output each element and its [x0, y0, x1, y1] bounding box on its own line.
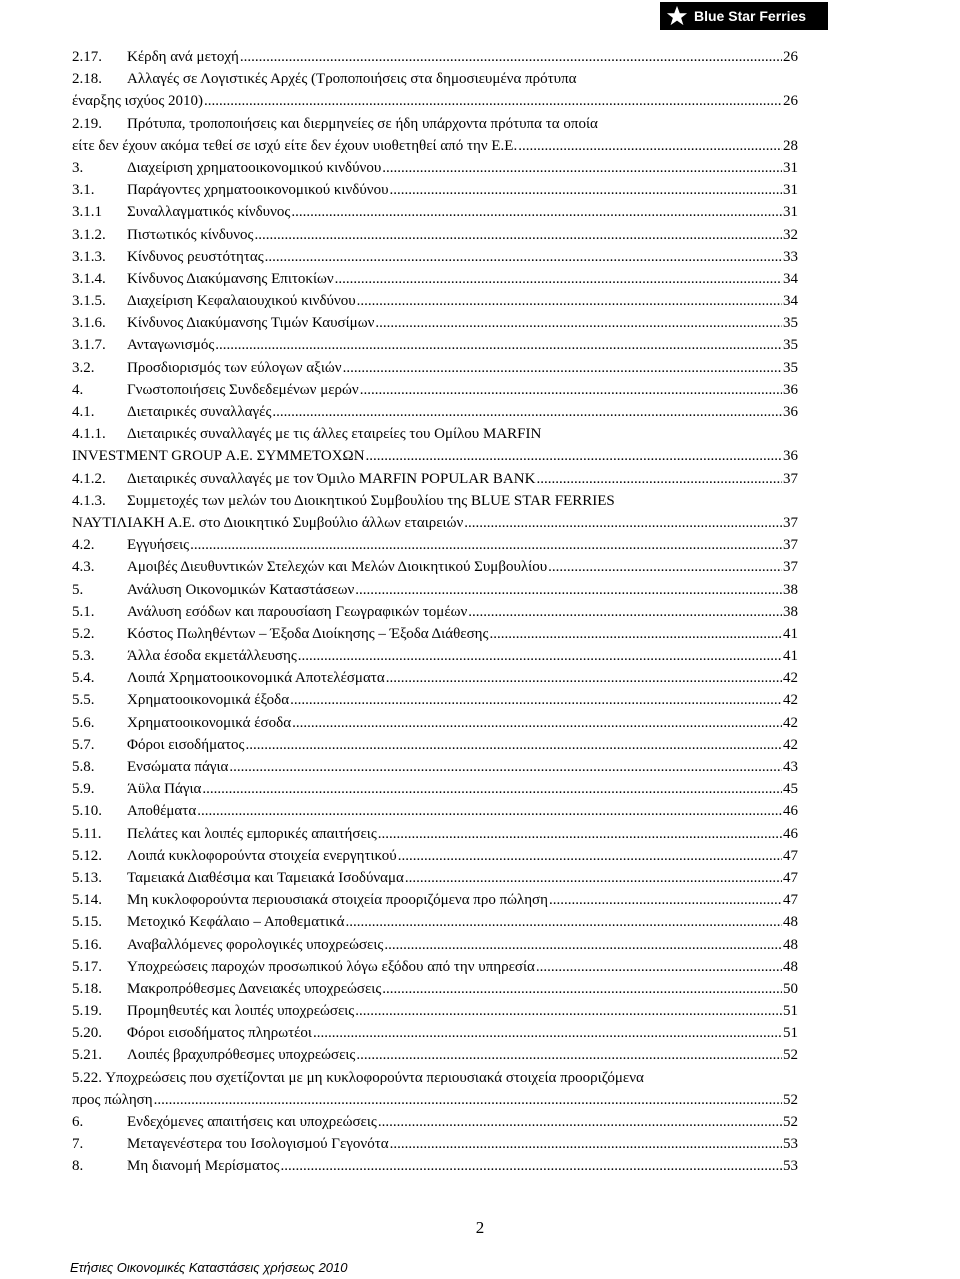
toc-entry-page: 35 — [783, 337, 798, 354]
toc-entry-title: Προμηθευτές και λοιπές υποχρεώσεις — [127, 1003, 355, 1020]
toc-entry-title: Μη κυκλοφορούντα περιουσιακά στοιχεία προοριζόμενα προ πώληση — [127, 892, 548, 909]
toc-entry-number: 5.14. — [72, 892, 102, 909]
toc-entry-title: Αποθέματα — [127, 803, 197, 820]
toc-entry-title: είτε δεν έχουν ακόμα τεθεί σε ισχύ είτε δεν έχουν υιοθετηθεί από την Ε.Ε. — [72, 137, 518, 154]
toc-entry-number: 4. — [72, 381, 84, 398]
toc-dot-leader — [518, 135, 782, 157]
toc-entry-page: 47 — [783, 847, 798, 864]
toc-entry-title: Εγγυήσεις — [127, 537, 190, 554]
toc-entry-title: Συναλλαγματικός κίνδυνος — [127, 204, 291, 221]
toc-dot-leader — [335, 268, 782, 290]
toc-entry[interactable] — [72, 911, 798, 933]
toc-entry[interactable] — [72, 978, 798, 1000]
toc-entry-title: Παράγοντες χρηματοοικονομικού κινδύνου — [127, 182, 389, 199]
toc-entry-title: έναρξης ισχύος 2010) — [72, 93, 204, 110]
toc-entry-title: Ενσώματα πάγια — [127, 759, 229, 775]
toc-entry[interactable] — [72, 1133, 798, 1155]
toc-entry-title: Πελάτες και λοιπές εμπορικές απαιτήσεις — [127, 825, 377, 842]
toc-entry-number: 5.5. — [72, 692, 95, 709]
toc-entry[interactable] — [72, 246, 798, 268]
toc-dot-leader — [240, 46, 782, 68]
toc-entry-number: 4.1.2. — [72, 470, 106, 487]
toc-entry[interactable] — [72, 823, 798, 845]
toc-entry[interactable] — [72, 113, 798, 135]
toc-dot-leader — [468, 601, 782, 623]
toc-dot-leader — [272, 401, 782, 423]
toc-entry-number: 5.18. — [72, 980, 102, 997]
toc-entry[interactable] — [72, 1067, 798, 1089]
toc-entry-title: Κίνδυνος Διακύμανσης Τιμών Καυσίμων — [127, 315, 375, 332]
toc-entry-title: Ανταγωνισμός — [127, 337, 215, 354]
toc-entry[interactable] — [72, 1155, 798, 1177]
toc-entry-title: Φόροι εισοδήματος — [127, 736, 245, 753]
toc-entry[interactable] — [72, 290, 798, 312]
toc-entry-number: 5.2. — [72, 625, 95, 642]
toc-entry-title: Λοιπά κυκλοφορούντα στοιχεία ενεργητικού — [127, 847, 397, 864]
toc-entry-number: 3.1.4. — [72, 270, 106, 287]
toc-entry-title: Κίνδυνος ρευστότητας — [127, 248, 264, 265]
toc-dot-leader — [382, 157, 782, 179]
toc-entry-number: 2.19. — [72, 115, 102, 132]
toc-entry-page: 46 — [783, 803, 798, 820]
toc-entry-number: 6. — [72, 1114, 84, 1130]
toc-entry[interactable] — [72, 46, 798, 68]
toc-entry[interactable] — [72, 334, 798, 356]
toc-entry-title: Διεταιρικές συναλλαγές με τον Όμιλο MARFIN POPULAR BANK — [127, 470, 536, 487]
toc-entry-number: 5.10. — [72, 803, 102, 820]
toc-dot-leader — [375, 312, 782, 334]
toc-dot-leader — [360, 379, 782, 401]
toc-entry[interactable] — [72, 623, 798, 645]
toc-dot-leader — [245, 734, 782, 756]
toc-entry-page: 42 — [783, 736, 798, 753]
toc-entry[interactable] — [72, 800, 798, 822]
toc-entry-number: 3.1.2. — [72, 226, 106, 243]
toc-entry-title: Ταμειακά Διαθέσιμα και Ταμειακά Ισοδύναμα — [127, 869, 404, 886]
toc-entry[interactable] — [72, 1089, 798, 1111]
toc-entry-page: 28 — [783, 137, 798, 154]
toc-entry-number: 2.18. — [72, 71, 102, 88]
toc-entry-title: Προσδιορισμός των εύλογων αξιών — [127, 359, 342, 376]
toc-entry-number: 3.1.1 — [72, 204, 102, 221]
toc-entry-number: 3. — [72, 159, 84, 176]
toc-entry-page: 26 — [783, 49, 798, 65]
toc-entry[interactable] — [72, 756, 798, 778]
toc-dot-leader — [190, 534, 782, 556]
toc-entry[interactable] — [72, 645, 798, 667]
toc-dot-leader — [382, 978, 782, 1000]
toc-dot-leader — [254, 224, 782, 246]
toc-dot-leader — [489, 623, 782, 645]
blue-star-ferries-logo — [660, 2, 828, 30]
toc-dot-leader — [405, 867, 782, 889]
toc-entry-title: INVESTMENT GROUP Α.Ε. ΣΥΜΜΕΤΟΧΩΝ — [72, 448, 365, 465]
toc-entry-title: Άϋλα Πάγια — [127, 781, 202, 798]
toc-entry[interactable] — [72, 956, 798, 978]
toc-entry-number: 5.3. — [72, 648, 95, 665]
toc-entry-title: Αμοιβές Διευθυντικών Στελεχών και Μελών Διοικητικού Συμβουλίου — [127, 559, 548, 576]
toc-entry-page: 42 — [783, 670, 798, 687]
toc-entry-number: 7. — [72, 1136, 84, 1153]
toc-entry-page: 53 — [783, 1136, 798, 1153]
toc-entry-title: Υποχρεώσεις παροχών προσωπικού λόγω εξόδου από την υπηρεσία — [127, 958, 535, 975]
toc-entry-page: 51 — [783, 1003, 798, 1020]
toc-dot-leader — [464, 512, 782, 534]
toc-entry-page: 47 — [783, 869, 798, 886]
toc-entry-title: Διεταιρικές συναλλαγές με τις άλλες εταιρείες του Ομίλου MARFIN — [127, 426, 542, 443]
toc-entry-page: 48 — [783, 914, 798, 931]
toc-entry-title: Πρότυπα, τροποποιήσεις και διερμηνείες σε ήδη υπάρχοντα πρότυπα τα οποία — [127, 115, 598, 132]
toc-entry[interactable] — [72, 1044, 798, 1066]
toc-entry-number: 4.3. — [72, 559, 95, 576]
toc-entry-page: 41 — [783, 625, 798, 642]
toc-dot-leader — [280, 1155, 782, 1177]
toc-entry-number: 5.6. — [72, 714, 95, 731]
toc-entry[interactable] — [72, 1022, 798, 1044]
toc-entry[interactable] — [72, 778, 798, 800]
toc-entry[interactable] — [72, 934, 798, 956]
toc-dot-leader — [386, 667, 782, 689]
toc-entry-number: 3.2. — [72, 359, 95, 376]
logo-text: Blue Star Ferries — [694, 8, 807, 24]
toc-entry[interactable] — [72, 268, 798, 290]
toc-entry-title: Ενδεχόμενες απαιτήσεις και υποχρεώσεις — [127, 1114, 377, 1130]
toc-entry-number: 5.21. — [72, 1047, 102, 1064]
toc-entry-page: 52 — [783, 1091, 798, 1108]
toc-entry[interactable] — [72, 401, 798, 423]
toc-entry[interactable] — [72, 712, 798, 734]
toc-entry-number: 5.20. — [72, 1025, 102, 1042]
toc-entry[interactable] — [72, 201, 798, 223]
toc-entry[interactable] — [72, 312, 798, 334]
toc-entry-title: Μακροπρόθεσμες Δανειακές υποχρεώσεις — [127, 980, 382, 997]
toc-dot-leader — [390, 1133, 782, 1155]
toc-dot-leader — [345, 911, 782, 933]
toc-entry-page: 46 — [783, 825, 798, 842]
toc-entry-title: Μη διανομή Μερίσματος — [127, 1158, 280, 1175]
toc-entry-page: 31 — [783, 159, 798, 176]
toc-entry-number: 5.13. — [72, 869, 102, 886]
toc-entry-number: 5. — [72, 581, 84, 598]
toc-entry[interactable] — [72, 224, 798, 246]
toc-entry[interactable] — [72, 1000, 798, 1022]
toc-entry-page: 37 — [783, 470, 798, 487]
toc-entry-title: προς πώληση — [72, 1091, 153, 1108]
toc-dot-leader — [366, 445, 782, 467]
toc-entry-page: 43 — [783, 759, 798, 775]
toc-entry-title: Γνωστοποιήσεις Συνδεδεμένων μερών — [127, 381, 359, 398]
toc-entry-title: ΝΑΥΤΙΛΙΑΚΗ Α.Ε. στο Διοικητικό Συμβούλιο άλλων εταιρειών — [72, 514, 464, 531]
toc-entry-page: 50 — [783, 980, 798, 997]
toc-entry-title: 5.22. Υποχρεώσεις που σχετίζονται με μη κυκλοφορούντα περιουσιακά στοιχεία προοριζόμενα — [72, 1069, 644, 1086]
toc-dot-leader — [343, 357, 782, 379]
toc-entry-title: Χρηματοοικονομικά έσοδα — [127, 714, 292, 731]
toc-entry[interactable] — [72, 534, 798, 556]
toc-entry-number: 3.1.5. — [72, 293, 106, 310]
toc-entry-number: 5.15. — [72, 914, 102, 931]
toc-dot-leader — [384, 934, 782, 956]
toc-dot-leader — [536, 468, 782, 490]
toc-entry-page: 42 — [783, 714, 798, 731]
toc-entry-title: Λοιπές βραχυπρόθεσμες υποχρεώσεις — [127, 1047, 356, 1064]
toc-entry-number: 4.1.3. — [72, 492, 106, 509]
toc-dot-leader — [548, 556, 782, 578]
toc-entry-page: 36 — [783, 404, 798, 420]
toc-entry-number: 4.2. — [72, 537, 95, 554]
toc-entry-page: 37 — [783, 559, 798, 576]
toc-entry-page: 53 — [783, 1158, 798, 1175]
toc-entry-title: Χρηματοοικονομικά έξοδα — [127, 692, 290, 709]
toc-entry-page: 51 — [783, 1025, 798, 1042]
toc-entry[interactable] — [72, 135, 798, 157]
toc-entry-title: Συμμετοχές των μελών του Διοικητικού Συμβουλίου της BLUE STAR FERRIES — [127, 492, 615, 509]
toc-entry-title: Λοιπά Χρηματοοικονομικά Αποτελέσματα — [127, 670, 385, 687]
toc-entry-number: 3.1.7. — [72, 337, 106, 354]
toc-entry-page: 45 — [783, 781, 798, 798]
toc-entry[interactable] — [72, 512, 798, 534]
toc-dot-leader — [398, 845, 782, 867]
toc-entry[interactable] — [72, 1111, 798, 1133]
toc-entry-number: 5.11. — [72, 825, 102, 842]
toc-entry-page: 36 — [783, 381, 798, 398]
toc-dot-leader — [265, 246, 782, 268]
toc-entry-number: 5.4. — [72, 670, 95, 687]
toc-entry-page: 37 — [783, 537, 798, 554]
toc-dot-leader — [290, 689, 782, 711]
toc-dot-leader — [536, 956, 782, 978]
toc-dot-leader — [291, 201, 782, 223]
toc-dot-leader — [202, 778, 782, 800]
toc-entry-title: Κίνδυνος Διακύμανσης Επιτοκίων — [127, 270, 334, 287]
toc-dot-leader — [298, 645, 782, 667]
toc-entry-title: Ανάλυση εσόδων και παρουσίαση Γεωγραφικών τομέων — [127, 603, 468, 620]
toc-entry-title: Διεταιρικές συναλλαγές — [127, 404, 272, 420]
table-of-contents — [72, 46, 798, 1178]
toc-dot-leader — [355, 579, 782, 601]
toc-dot-leader — [357, 290, 782, 312]
page-footer: Ετήσιες Οικονομικές Καταστάσεις χρήσεως 2010 — [70, 1260, 348, 1275]
toc-entry-number: 4.1. — [72, 404, 95, 420]
page-number: 2 — [475, 1218, 485, 1237]
toc-dot-leader — [378, 1111, 782, 1133]
toc-dot-leader — [390, 179, 783, 201]
toc-dot-leader — [292, 712, 782, 734]
toc-entry-page: 52 — [783, 1047, 798, 1064]
toc-entry-title: Μετοχικό Κεφάλαιο – Αποθεματικά — [127, 914, 345, 931]
toc-entry[interactable] — [72, 68, 798, 90]
toc-entry-number: 5.12. — [72, 847, 102, 864]
toc-dot-leader — [378, 823, 782, 845]
toc-dot-leader — [355, 1000, 782, 1022]
toc-entry[interactable] — [72, 179, 798, 201]
toc-entry[interactable] — [72, 490, 798, 512]
toc-entry-page: 42 — [783, 692, 798, 709]
toc-entry-page: 32 — [783, 226, 798, 243]
toc-entry-title: Φόροι εισοδήματος πληρωτέοι — [127, 1025, 312, 1042]
toc-entry[interactable] — [72, 579, 798, 601]
toc-entry-page: 48 — [783, 936, 798, 953]
toc-entry-page: 34 — [783, 270, 798, 287]
toc-entry[interactable] — [72, 423, 798, 445]
toc-entry-title: Άλλα έσοδα εκμετάλλευσης — [127, 648, 297, 665]
toc-dot-leader — [197, 800, 782, 822]
toc-entry[interactable] — [72, 90, 798, 112]
toc-entry-number: 3.1. — [72, 182, 95, 199]
toc-entry[interactable] — [72, 556, 798, 578]
toc-entry-page: 52 — [783, 1114, 798, 1130]
toc-entry-number: 5.1. — [72, 603, 95, 620]
toc-dot-leader — [215, 334, 782, 356]
toc-entry-title: Διαχείριση Κεφαλαιουχικού κινδύνου — [127, 293, 356, 310]
toc-entry-page: 26 — [783, 93, 798, 110]
toc-entry[interactable] — [72, 445, 798, 467]
toc-entry-page: 36 — [783, 448, 798, 465]
toc-entry-page: 38 — [783, 603, 798, 620]
toc-entry-number: 3.1.6. — [72, 315, 106, 332]
toc-entry-page: 37 — [783, 514, 798, 531]
toc-entry-number: 5.8. — [72, 759, 95, 775]
toc-entry-number: 5.7. — [72, 736, 95, 753]
toc-entry-page: 34 — [783, 293, 798, 310]
toc-entry-page: 41 — [783, 648, 798, 665]
toc-dot-leader — [313, 1022, 782, 1044]
toc-entry-number: 4.1.1. — [72, 426, 106, 443]
toc-entry-number: 5.19. — [72, 1003, 102, 1020]
toc-entry[interactable] — [72, 379, 798, 401]
toc-entry-number: 5.17. — [72, 958, 102, 975]
toc-entry-number: 8. — [72, 1158, 84, 1175]
toc-dot-leader — [549, 889, 782, 911]
toc-dot-leader — [154, 1089, 782, 1111]
toc-entry-number: 5.16. — [72, 936, 102, 953]
toc-entry-number: 3.1.3. — [72, 248, 106, 265]
toc-entry[interactable] — [72, 468, 798, 490]
toc-entry[interactable] — [72, 867, 798, 889]
toc-entry[interactable] — [72, 157, 798, 179]
toc-entry-page: 33 — [783, 248, 798, 265]
toc-entry-title: Κέρδη ανά μετοχή — [127, 49, 239, 65]
toc-entry[interactable] — [72, 889, 798, 911]
toc-entry[interactable] — [72, 357, 798, 379]
toc-entry[interactable] — [72, 689, 798, 711]
toc-entry-title: Αναβαλλόμενες φορολογικές υποχρεώσεις — [127, 936, 384, 953]
toc-entry[interactable] — [72, 667, 798, 689]
toc-entry-page: 31 — [783, 204, 798, 221]
toc-entry-page: 48 — [783, 958, 798, 975]
toc-entry-title: Μεταγενέστερα του Ισολογισμού Γεγονότα — [127, 1136, 389, 1153]
toc-entry-title: Διαχείριση χρηματοοικονομικού κινδύνου — [127, 159, 382, 176]
toc-entry-page: 31 — [783, 182, 798, 199]
toc-entry-number: 2.17. — [72, 49, 102, 65]
toc-entry-page: 38 — [783, 581, 798, 598]
toc-dot-leader — [229, 756, 782, 778]
toc-entry[interactable] — [72, 734, 798, 756]
toc-dot-leader — [356, 1044, 782, 1066]
toc-entry-title: Κόστος Πωληθέντων – Έξοδα Διοίκησης – Έξοδα Διάθεσης — [127, 625, 489, 642]
toc-entry-page: 35 — [783, 359, 798, 376]
toc-dot-leader — [204, 90, 782, 112]
toc-entry[interactable] — [72, 845, 798, 867]
toc-entry-page: 35 — [783, 315, 798, 332]
toc-entry-title: Αλλαγές σε Λογιστικές Αρχές (Τροποποιήσεις στα δημοσιευμένα πρότυπα — [127, 71, 577, 88]
star-icon — [666, 5, 688, 27]
toc-entry-title: Πιστωτικός κίνδυνος — [127, 226, 254, 243]
toc-entry-page: 47 — [783, 892, 798, 909]
toc-entry-title: Ανάλυση Οικονομικών Καταστάσεων — [127, 581, 355, 598]
toc-entry-number: 5.9. — [72, 781, 95, 798]
toc-entry[interactable] — [72, 601, 798, 623]
